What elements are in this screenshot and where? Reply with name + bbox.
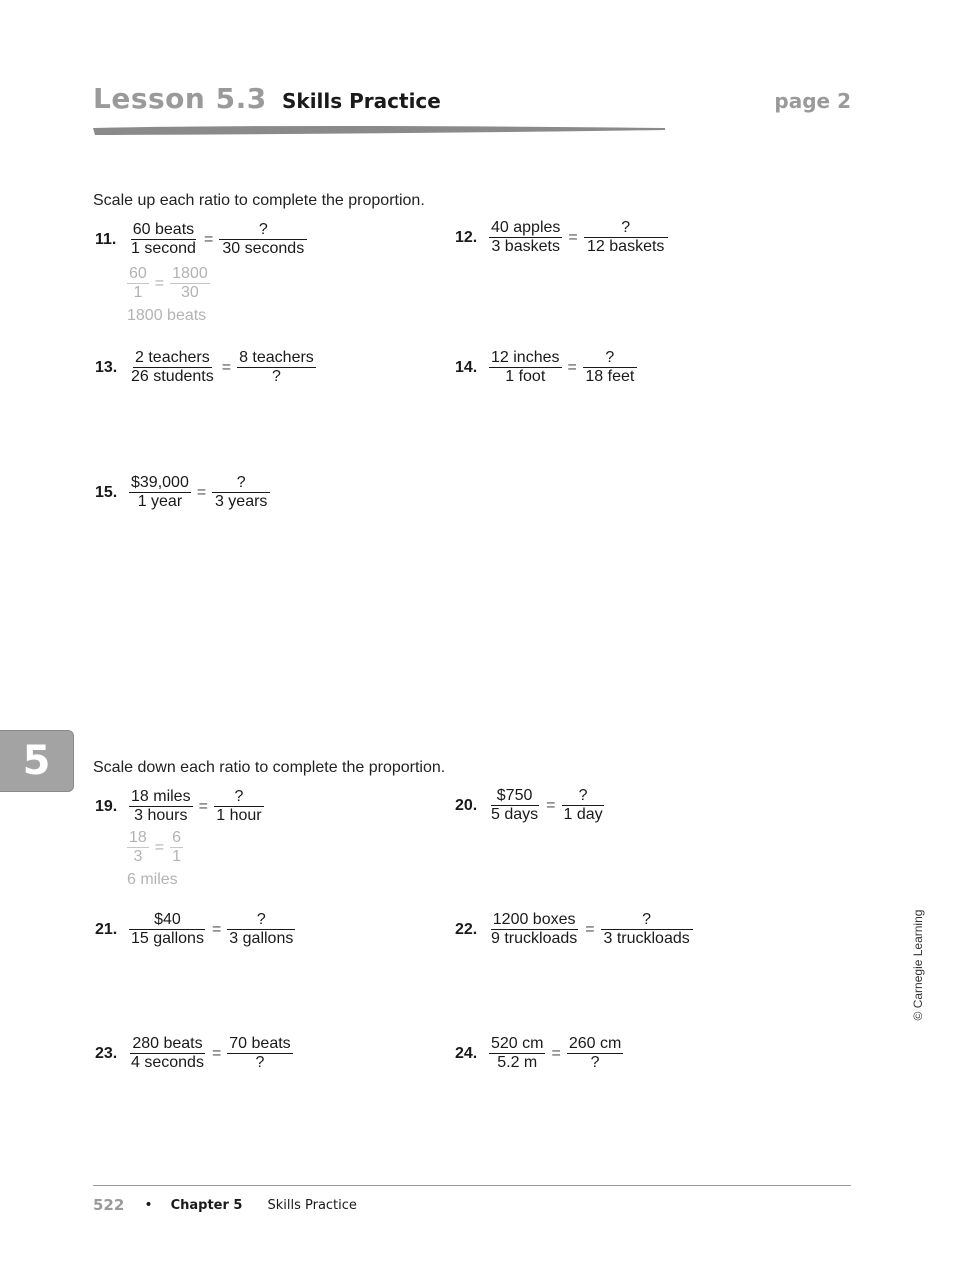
numerator: 18 <box>129 829 147 846</box>
problem-13 <box>95 349 316 386</box>
fraction-given <box>129 788 193 825</box>
problem-19 <box>95 788 264 825</box>
numerator: $39,000 <box>131 474 189 491</box>
denominator: 5.2 m <box>497 1054 538 1071</box>
numerator: 40 apples <box>491 219 561 236</box>
equals-sign: = <box>211 920 222 938</box>
denominator: 3 hours <box>134 807 188 824</box>
problem-24 <box>455 1035 623 1072</box>
numerator: $750 <box>491 787 539 806</box>
fraction-unknown <box>214 788 264 825</box>
denominator: 5 days <box>491 806 539 823</box>
worked-fraction-2 <box>170 265 210 302</box>
lesson-subtitle: Skills Practice <box>282 89 441 113</box>
numerator: ? <box>601 911 693 930</box>
numerator: ? <box>219 221 307 240</box>
fraction-given <box>129 911 206 948</box>
denominator: 4 seconds <box>131 1054 204 1071</box>
equals-sign: = <box>567 358 577 376</box>
denominator: 1 day <box>563 806 603 823</box>
numerator: ? <box>227 911 295 930</box>
equals-sign: = <box>154 838 165 856</box>
denominator: ? <box>255 1054 265 1071</box>
fraction-given <box>489 349 562 386</box>
denominator: 12 baskets <box>587 238 665 255</box>
fraction-given <box>489 911 579 948</box>
lesson-number: Lesson 5.3 <box>93 82 267 115</box>
numerator: 70 beats <box>229 1035 291 1052</box>
problem-15 <box>95 474 270 511</box>
problem-20 <box>455 787 605 824</box>
denominator: 30 seconds <box>222 240 305 257</box>
denominator: 1 second <box>131 240 196 257</box>
denominator: 1 <box>172 848 182 865</box>
fraction-given <box>489 1035 545 1072</box>
fraction-given <box>129 221 198 258</box>
numerator: 18 miles <box>131 788 191 805</box>
problem-number: 24. <box>455 1044 478 1062</box>
fraction-unknown <box>567 1035 623 1072</box>
fraction-given <box>489 219 562 256</box>
chapter-tab <box>0 730 74 792</box>
denominator: 1 hour <box>216 807 262 824</box>
footer-page-number: 522 <box>93 1196 125 1214</box>
denominator: 30 <box>181 284 199 301</box>
footer-chapter: Chapter 5 <box>170 1197 243 1213</box>
equals-sign: = <box>546 796 556 814</box>
equals-sign: = <box>196 483 207 501</box>
problem-22 <box>455 911 693 948</box>
numerator: 280 beats <box>132 1035 203 1052</box>
problem-number: 22. <box>455 920 478 938</box>
fraction-given <box>129 474 191 511</box>
numerator: 60 beats <box>132 221 195 238</box>
worked-example-11 <box>127 265 210 302</box>
fraction-unknown <box>227 1035 292 1072</box>
problem-23 <box>95 1035 293 1072</box>
fraction-unknown <box>601 911 693 948</box>
worked-fraction-2 <box>170 829 183 866</box>
fraction-unknown <box>561 787 604 824</box>
numerator: 6 <box>172 829 182 846</box>
denominator: 3 years <box>214 493 268 510</box>
numerator: 12 inches <box>491 349 560 366</box>
equals-sign: = <box>551 1044 561 1062</box>
chapter-tab-number: 5 <box>22 738 51 784</box>
fraction-unknown <box>219 221 307 258</box>
problem-12 <box>455 219 668 256</box>
denominator: 3 truckloads <box>603 930 690 947</box>
numerator: ? <box>562 787 604 806</box>
problem-number: 19. <box>95 797 118 815</box>
fraction-given <box>129 1035 206 1072</box>
numerator: 1200 boxes <box>492 911 576 928</box>
problem-number: 21. <box>95 920 118 938</box>
page-footer <box>93 1196 357 1214</box>
worked-answer-11: 1800 beats <box>127 307 207 324</box>
header-brush-rule <box>93 124 665 136</box>
problem-number: 23. <box>95 1044 118 1062</box>
denominator: 1 <box>133 284 143 301</box>
fraction-unknown <box>584 219 668 256</box>
problem-number: 12. <box>455 228 478 246</box>
worked-fraction-1 <box>127 265 149 302</box>
fraction-given <box>129 349 216 386</box>
problem-21 <box>95 911 295 948</box>
page-label: page 2 <box>774 89 851 113</box>
equals-sign: = <box>154 274 165 292</box>
denominator: ? <box>271 368 281 385</box>
equals-sign: = <box>585 920 595 938</box>
fraction-unknown <box>237 349 316 386</box>
problem-14 <box>455 349 637 386</box>
numerator: ? <box>584 219 668 238</box>
worked-example-19 <box>127 829 183 866</box>
numerator: 8 teachers <box>239 349 314 366</box>
fraction-unknown <box>583 349 637 386</box>
instruction-scale-up: Scale up each ratio to complete the proportion. <box>93 192 425 209</box>
denominator: 18 feet <box>585 368 635 385</box>
denominator: 15 gallons <box>131 930 204 947</box>
problem-number: 20. <box>455 796 478 814</box>
problem-number: 13. <box>95 358 118 376</box>
equals-sign: = <box>211 1044 222 1062</box>
copyright-notice: © Carnegie Learning <box>911 909 925 1021</box>
instruction-scale-down: Scale down each ratio to complete the proportion. <box>93 759 446 776</box>
footer-divider <box>93 1185 851 1186</box>
fraction-given <box>489 787 540 824</box>
denominator: ? <box>590 1054 600 1071</box>
denominator: 3 <box>133 848 143 865</box>
numerator: ? <box>214 788 264 807</box>
numerator: 60 <box>129 265 147 282</box>
problem-number: 15. <box>95 483 118 501</box>
numerator: 2 teachers <box>135 349 210 366</box>
equals-sign: = <box>203 230 214 248</box>
equals-sign: = <box>221 358 232 376</box>
footer-bullet: • <box>144 1197 153 1213</box>
denominator: 1 foot <box>505 368 546 385</box>
equals-sign: = <box>568 228 578 246</box>
numerator: ? <box>583 349 637 368</box>
problem-number: 14. <box>455 358 478 376</box>
denominator: 9 truckloads <box>491 930 578 947</box>
equals-sign: = <box>198 797 208 815</box>
numerator: 260 cm <box>568 1035 622 1052</box>
denominator: 1 year <box>137 493 183 510</box>
problem-11 <box>95 221 307 258</box>
problem-number: 11. <box>95 230 117 248</box>
fraction-unknown <box>227 911 295 948</box>
numerator: 520 cm <box>491 1035 544 1052</box>
worked-answer-19: 6 miles <box>127 871 178 888</box>
fraction-unknown <box>212 474 270 511</box>
numerator: 1800 <box>172 265 208 282</box>
footer-section: Skills Practice <box>267 1197 357 1213</box>
denominator: 26 students <box>131 368 214 385</box>
denominator: 3 baskets <box>491 238 560 255</box>
numerator: $40 <box>129 911 205 930</box>
numerator: ? <box>212 474 270 493</box>
denominator: 3 gallons <box>229 930 294 947</box>
worked-fraction-1 <box>127 829 149 866</box>
